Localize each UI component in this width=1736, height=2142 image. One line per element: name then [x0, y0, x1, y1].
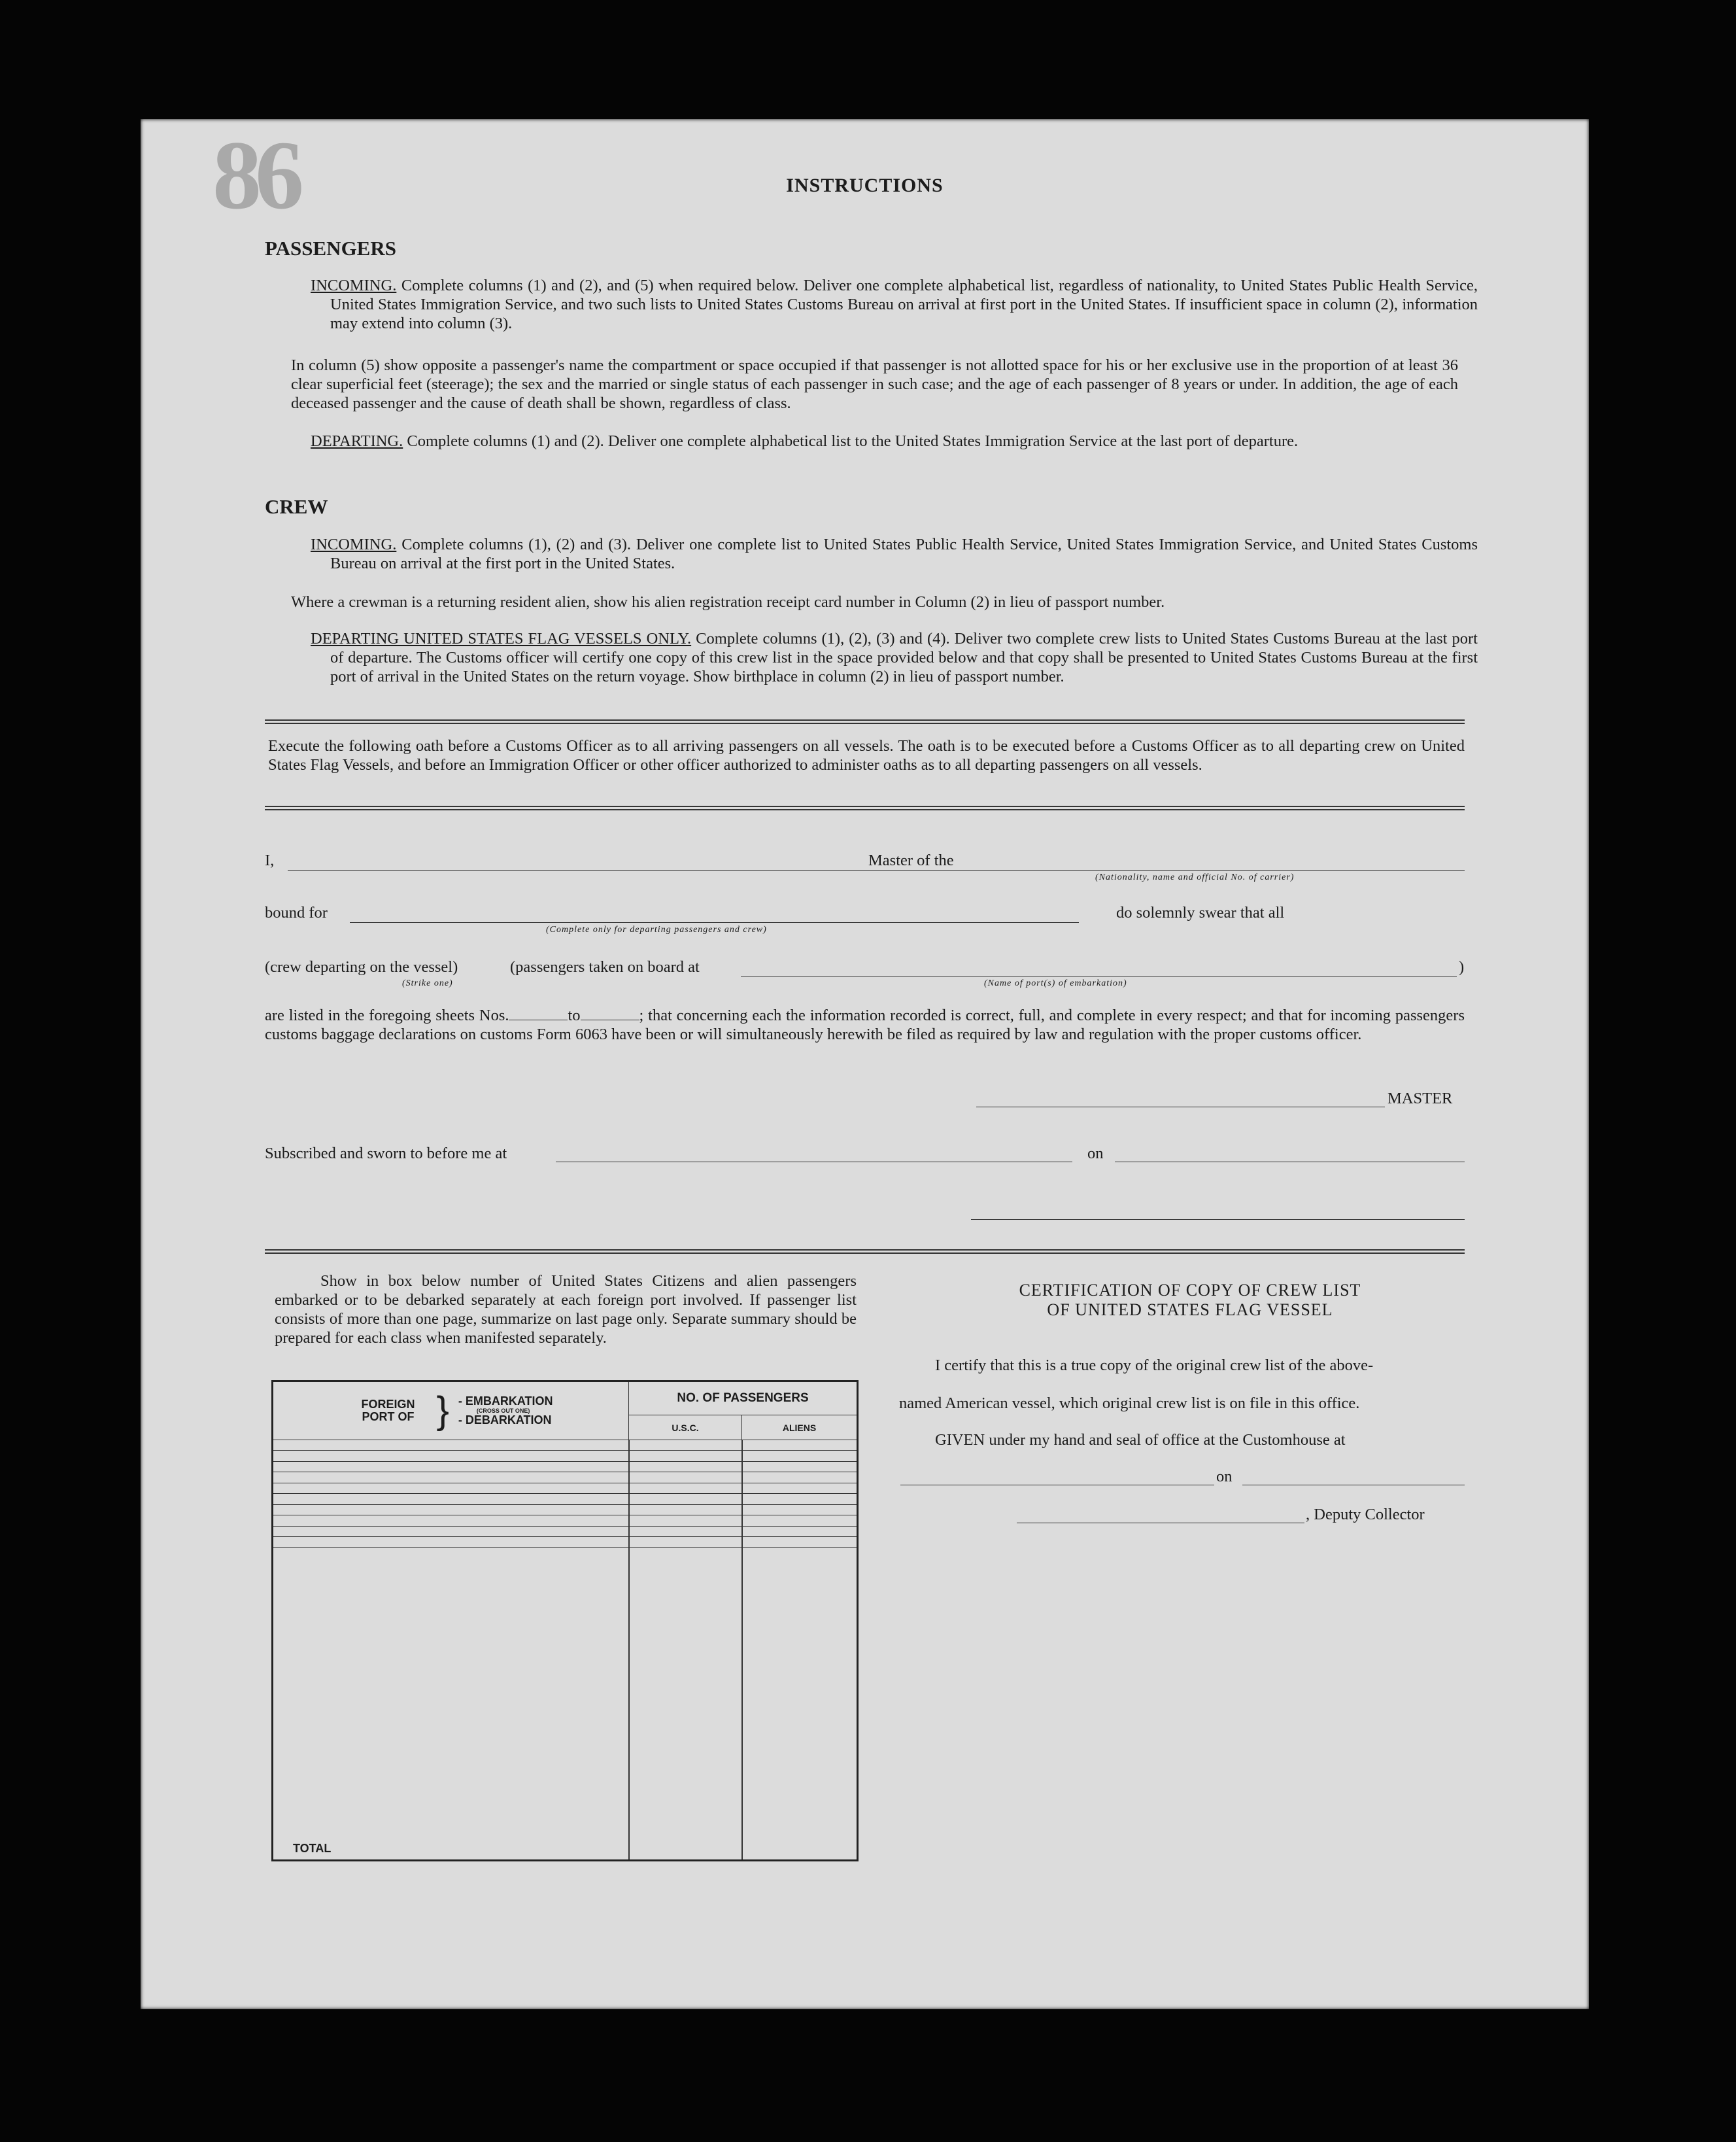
- usc-cell[interactable]: [629, 1472, 742, 1483]
- port-cell[interactable]: [273, 1504, 629, 1515]
- crew-departing-text: Complete columns (1), (2), (3) and (4). Deliver two complete crew lists to United States Customs Bureau at the last port of departure. The Customs officer will certify one copy of this crew list in the space provided below and that copy shall be presented to United States Customs Bureau at the first port of arrival in the United States on the return voyage. Show birthplace in column (2) in lieu of passport number.: [330, 630, 1478, 685]
- cert-on-label: on: [1216, 1468, 1233, 1485]
- usc-cell[interactable]: [629, 1515, 742, 1526]
- usc-cell[interactable]: [629, 1494, 742, 1504]
- total-aliens-cell[interactable]: [742, 1547, 858, 1860]
- port-cell[interactable]: [273, 1515, 629, 1526]
- master-label: MASTER: [1387, 1090, 1453, 1107]
- subscribed-label: Subscribed and sworn to before me at: [265, 1145, 507, 1162]
- section-divider: [265, 719, 1465, 724]
- crew-incoming-label: INCOMING.: [311, 536, 397, 553]
- usc-cell[interactable]: [629, 1526, 742, 1536]
- sheet-to-field[interactable]: [581, 1007, 639, 1020]
- passengers-departing-text: Complete columns (1) and (2). Deliver one complete alphabetical list to the United States Immigration Service at the last port of departure.: [407, 432, 1299, 450]
- crew-resident-paragraph: Where a crewman is a returning resident alien, show his alien registration receipt card number in Column (2) in lieu of passport number.: [291, 593, 1165, 611]
- passengers-departing-paragraph: [311, 432, 1478, 451]
- no-passengers-header: NO. OF PASSENGERS: [629, 1381, 858, 1415]
- oath-i-label: I,: [265, 852, 275, 869]
- table-row: [273, 1526, 858, 1536]
- table-row: [273, 1451, 858, 1461]
- certification-title: [915, 1281, 1465, 1320]
- crew-departing-paragraph: [311, 629, 1478, 686]
- strike-caption: (Strike one): [402, 978, 453, 988]
- page-number-stamp: 86: [213, 121, 298, 230]
- usc-cell[interactable]: [629, 1504, 742, 1515]
- summary-instruction: Show in box below number of United States Citizens and alien passengers embarked or to be debarked separately at each foreign port involved. If passenger list consists of more than one page, summarize on last page only. Separate summary should be prepared for each class when manifested separately.: [275, 1272, 857, 1347]
- bound-caption: (Complete only for departing passengers and crew): [546, 925, 767, 935]
- usc-cell[interactable]: [629, 1440, 742, 1451]
- table-row: [273, 1472, 858, 1483]
- certify-line-a: I certify that this is a true copy of the original crew list of the above-: [935, 1356, 1374, 1374]
- usc-cell[interactable]: [629, 1483, 742, 1493]
- sworn-on-label: on: [1087, 1145, 1104, 1162]
- total-label-cell: [273, 1547, 629, 1860]
- usc-cell[interactable]: [629, 1537, 742, 1547]
- passengers-incoming-paragraph: [311, 276, 1478, 333]
- carrier-caption: (Nationality, name and official No. of carrier): [1095, 872, 1295, 882]
- certify-line-b: named American vessel, which original crew list is on file in this office.: [899, 1394, 1360, 1412]
- passengers-column5-paragraph: In column (5) show opposite a passenger's name the compartment or space occupied if that passenger is not allotted space for his or her exclusive use in the proportion of at least 36 clear superficial feet (steerage); the sex and the married or single status of each passenger in such case; and the age of each passenger of 8 years or under. In addition, the age of each deceased passenger and the cause of death shall be shown, regardless of class.: [291, 356, 1458, 412]
- crew-incoming-paragraph: [311, 535, 1478, 573]
- table-row: [273, 1440, 858, 1451]
- table-row: [273, 1504, 858, 1515]
- ports-caption: (Name of port(s) of embarkation): [984, 978, 1127, 988]
- master-of-the-label: Master of the: [868, 852, 954, 869]
- usc-cell[interactable]: [629, 1451, 742, 1461]
- form-sheet: [141, 119, 1589, 2009]
- crew-heading: CREW: [265, 495, 328, 518]
- passengers-taken-option: (passengers taken on board at: [510, 958, 700, 976]
- port-cell[interactable]: [273, 1440, 629, 1451]
- passenger-summary-table: [271, 1380, 859, 1861]
- port-cell[interactable]: [273, 1483, 629, 1493]
- table-row: [273, 1483, 858, 1493]
- master-name-field[interactable]: [288, 870, 1010, 871]
- certification-title-line2: OF UNITED STATES FLAG VESSEL: [1047, 1300, 1333, 1319]
- passengers-incoming-text: Complete columns (1) and (2), and (5) when required below. Deliver one complete alphabetical list, regardless of nationality, to United States Public Health Service, United States Immigration Service, and two such lists to United States Customs Bureau on arrival at first port in the United States. If insufficient space in column (2), information may extend into column (3).: [330, 277, 1478, 332]
- oath-instruction: Execute the following oath before a Customs Officer as to all arriving passengers on all vessels. The oath is to be executed before a Customs Officer as to all departing crew on United States Flag Vessels, and before an Immigration Officer or other officer authorized to administer oaths as to all departing passengers on all vessels.: [268, 737, 1465, 774]
- port-cell[interactable]: [273, 1537, 629, 1547]
- usc-header: U.S.C.: [629, 1415, 742, 1440]
- listed-text-b: ; that concerning each the information recorded is correct, full, and complete in every respect; and that for incoming passengers customs baggage declarations on customs Form 6063 have been or will simultaneously herewith be filed as required by law and regulation with the proper customs officer.: [265, 1007, 1465, 1043]
- listed-text-a: are listed in the foregoing sheets Nos.: [265, 1007, 509, 1024]
- carrier-field[interactable]: [971, 870, 1465, 871]
- foreign-port-label: FOREIGN PORT OF: [361, 1398, 415, 1423]
- table-row: [273, 1494, 858, 1504]
- total-label: TOTAL: [293, 1842, 332, 1855]
- aliens-cell[interactable]: [742, 1451, 858, 1461]
- listed-paragraph: [265, 1006, 1465, 1044]
- aliens-cell[interactable]: [742, 1472, 858, 1483]
- deputy-collector-label: , Deputy Collector: [1306, 1506, 1425, 1523]
- table-row: [273, 1515, 858, 1526]
- section-divider: [265, 806, 1465, 810]
- aliens-header: ALIENS: [742, 1415, 858, 1440]
- crew-incoming-text: Complete columns (1), (2) and (3). Deliver one complete list to United States Public Health Service, United States Immigration Service, and United States Customs Bureau on arrival at the first port in the United States.: [330, 536, 1478, 572]
- crew-departing-option: (crew departing on the vessel): [265, 958, 458, 976]
- debarkation-label: - DEBARKATION: [458, 1413, 552, 1426]
- port-cell[interactable]: [273, 1472, 629, 1483]
- aliens-cell[interactable]: [742, 1526, 858, 1536]
- total-usc-cell[interactable]: [629, 1547, 742, 1860]
- passengers-heading: PASSENGERS: [265, 237, 396, 260]
- certification-title-line1: CERTIFICATION OF COPY OF CREW LIST: [1019, 1281, 1361, 1300]
- bound-for-label: bound for: [265, 904, 328, 922]
- port-header-cell: [273, 1381, 629, 1440]
- page-title: INSTRUCTIONS: [786, 175, 944, 196]
- port-cell[interactable]: [273, 1461, 629, 1472]
- crew-departing-label: DEPARTING UNITED STATES FLAG VESSELS ONLY.: [311, 630, 692, 648]
- passengers-departing-label: DEPARTING.: [311, 432, 403, 450]
- aliens-cell[interactable]: [742, 1537, 858, 1547]
- brace-mark: }: [436, 1389, 449, 1432]
- table-row: [273, 1537, 858, 1547]
- sheet-from-field[interactable]: [509, 1007, 568, 1020]
- aliens-cell[interactable]: [742, 1515, 858, 1526]
- port-cell[interactable]: [273, 1451, 629, 1461]
- usc-cell[interactable]: [629, 1461, 742, 1472]
- embarkation-label: - EMBARKATION: [458, 1394, 553, 1408]
- table-row: [273, 1461, 858, 1472]
- aliens-cell[interactable]: [742, 1461, 858, 1472]
- cross-out-label: (CROSS OUT ONE): [476, 1408, 530, 1414]
- destination-field[interactable]: [350, 922, 1079, 923]
- total-row: [273, 1547, 858, 1860]
- officer-signature-field[interactable]: [971, 1219, 1465, 1220]
- aliens-cell[interactable]: [742, 1483, 858, 1493]
- given-line: GIVEN under my hand and seal of office at the Customhouse at: [935, 1431, 1346, 1449]
- aliens-cell[interactable]: [742, 1494, 858, 1504]
- passengers-incoming-label: INCOMING.: [311, 277, 397, 294]
- swear-label: do solemnly swear that all: [1116, 904, 1285, 922]
- listed-to-label: to: [568, 1007, 581, 1024]
- aliens-cell[interactable]: [742, 1440, 858, 1451]
- close-paren: ): [1459, 958, 1465, 976]
- port-cell[interactable]: [273, 1494, 629, 1504]
- aliens-cell[interactable]: [742, 1504, 858, 1515]
- port-cell[interactable]: [273, 1526, 629, 1536]
- section-divider: [265, 1249, 1465, 1254]
